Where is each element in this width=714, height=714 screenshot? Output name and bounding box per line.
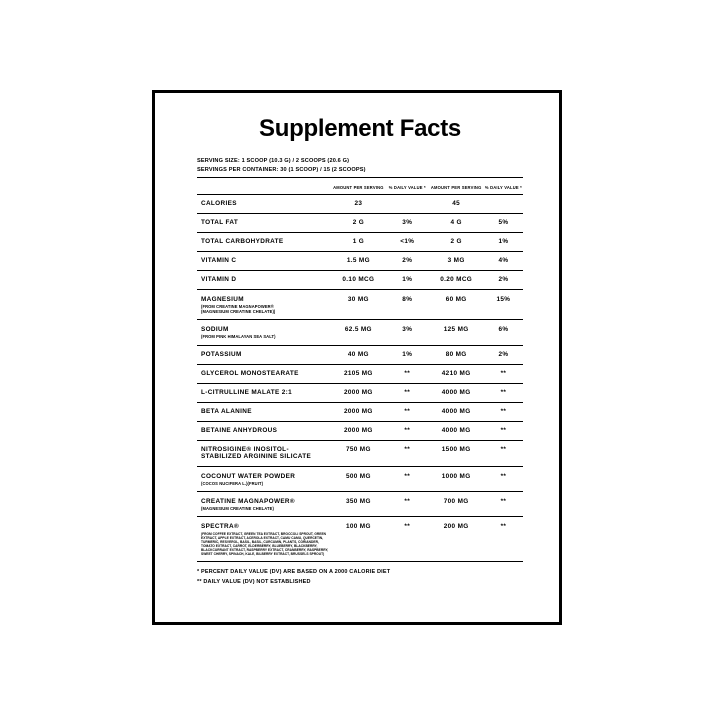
serving-size: SERVING SIZE: 1 SCOOP (10.3 G) / 2 SCOOPS (20.6 G)	[197, 158, 350, 164]
amount-per-serving-2: 700 MG	[428, 492, 483, 517]
daily-value-1: **	[386, 383, 428, 402]
daily-value-1: **	[386, 517, 428, 562]
table-row	[197, 421, 523, 440]
daily-value-2: **	[484, 517, 523, 562]
table-body	[197, 194, 523, 561]
nutrient-label: CALORIES	[201, 200, 237, 208]
amount-per-serving-1: 500 MG	[331, 466, 386, 491]
supplement-facts-table	[197, 177, 523, 562]
nutrient-label: NITROSIGINE® INOSITOL- STABILIZED ARGININE SILICATE	[201, 446, 312, 461]
nutrient-label: MAGNESIUM	[201, 295, 244, 303]
nutrient-name	[197, 466, 331, 491]
daily-value-1: 3%	[386, 320, 428, 345]
amount-per-serving-1: 40 MG	[331, 345, 386, 364]
table-row	[197, 383, 523, 402]
table-row	[197, 232, 523, 251]
table-row	[197, 517, 523, 562]
nutrient-label: BETA ALANINE	[201, 408, 252, 416]
nutrient-label: GLYCEROL MONOSTEARATE	[201, 370, 299, 378]
nutrient-name	[197, 402, 331, 421]
nutrient-name	[197, 320, 331, 345]
daily-value-2: **	[484, 466, 523, 491]
daily-value-2: **	[484, 383, 523, 402]
amount-per-serving-1: 100 MG	[331, 517, 386, 562]
daily-value-2: **	[484, 492, 523, 517]
amount-per-serving-1: 2000 MG	[331, 383, 386, 402]
amount-per-serving-1: 2000 MG	[331, 402, 386, 421]
daily-value-2: **	[484, 364, 523, 383]
daily-value-2: 15%	[484, 289, 523, 320]
amount-per-serving-2: 0.20 MCG	[428, 270, 483, 289]
nutrient-label: COCONUT WATER POWDER	[201, 472, 296, 480]
amount-per-serving-2: 45	[428, 194, 483, 213]
table-row	[197, 194, 523, 213]
amount-per-serving-2: 60 MG	[428, 289, 483, 320]
nutrient-name	[197, 345, 331, 364]
daily-value-1: 3%	[386, 213, 428, 232]
daily-value-2: 5%	[484, 213, 523, 232]
amount-per-serving-2: 1000 MG	[428, 466, 483, 491]
daily-value-2: 6%	[484, 320, 523, 345]
daily-value-1: <1%	[386, 232, 428, 251]
servings-per-container: SERVINGS PER CONTAINER: 30 (1 SCOOP) / 15 (2 SCOOPS)	[197, 166, 366, 173]
table-row	[197, 466, 523, 491]
nutrient-label: TOTAL CARBOHYDRATE	[201, 238, 284, 246]
amount-per-serving-2: 4000 MG	[428, 402, 483, 421]
daily-value-2: 2%	[484, 345, 523, 364]
table-row	[197, 345, 523, 364]
table-row	[197, 440, 523, 466]
amount-per-serving-1: 62.5 MG	[331, 320, 386, 345]
nutrient-name	[197, 194, 331, 213]
nutrient-name	[197, 251, 331, 270]
daily-value-2: 1%	[484, 232, 523, 251]
table-row	[197, 289, 523, 320]
amount-per-serving-2: 1500 MG	[428, 440, 483, 466]
daily-value-2: **	[484, 421, 523, 440]
amount-per-serving-2: 4 G	[428, 213, 483, 232]
table-row	[197, 270, 523, 289]
nutrient-name	[197, 440, 331, 466]
nutrient-ingredient-list: (FROM COFFEE EXTRACT, GREEN TEA EXTRACT, BROCCOLI SPROUT, GREEN EXTRACT, APPLE EXTRACT, ACEROLA EXTRACT, CAMU CAMU, QUERCETIN, TURMERIC, RESVEROL, BASIL, BASIL, CURCUMIN, PLANTS, CORIANDER, TOMATO EXTRACT, CARROT, ELDERBERRY, BLUEBERRY, BLACKBERRY, BLACKCURRANT EXTRACT, RASPBERRY EXTRACT, CRANBERRY, RASPBERRY, SWEET CHERRY, SPINACH, KALE, BILBERRY EXTRACT, BRUSSELS SPROUT)	[201, 531, 329, 557]
daily-value-1	[386, 194, 428, 213]
daily-value-1: **	[386, 466, 428, 491]
supplement-facts-inner	[197, 115, 523, 587]
table-row	[197, 402, 523, 421]
column-header-amount-2: AMOUNT PER SERVING	[428, 178, 483, 195]
column-header-amount-1: AMOUNT PER SERVING	[331, 178, 386, 195]
serving-info	[197, 157, 523, 177]
nutrient-label: VITAMIN C	[201, 257, 237, 265]
footnote-1: * PERCENT DAILY VALUE (DV) ARE BASED ON A 2000 CALORIE DIET	[197, 569, 391, 576]
amount-per-serving-1: 1.5 MG	[331, 251, 386, 270]
amount-per-serving-2: 200 MG	[428, 517, 483, 562]
page-title: Supplement Facts	[259, 115, 461, 142]
supplement-facts-panel	[152, 90, 562, 625]
nutrient-label: POTASSIUM	[201, 351, 242, 359]
amount-per-serving-1: 2105 MG	[331, 364, 386, 383]
footnotes	[197, 568, 523, 587]
daily-value-1: **	[386, 492, 428, 517]
column-header-daily-2: % DAILY VALUE *	[484, 178, 523, 195]
nutrient-label: L-CITRULLINE MALATE 2:1	[201, 389, 293, 397]
daily-value-1: 8%	[386, 289, 428, 320]
nutrient-name	[197, 492, 331, 517]
table-header	[197, 178, 523, 195]
amount-per-serving-2: 125 MG	[428, 320, 483, 345]
amount-per-serving-1: 23	[331, 194, 386, 213]
nutrient-label: BETAINE ANHYDROUS	[201, 427, 278, 435]
amount-per-serving-1: 0.10 MCG	[331, 270, 386, 289]
table-row	[197, 364, 523, 383]
column-header-daily-1: % DAILY VALUE *	[386, 178, 428, 195]
table-row	[197, 251, 523, 270]
nutrient-name	[197, 364, 331, 383]
column-header-name	[197, 178, 331, 195]
nutrient-source: (FROM CREATINE MAGNAPOWER® (MAGNESIUM CREATINE CHELATE))	[201, 303, 276, 315]
table-row	[197, 213, 523, 232]
daily-value-1: **	[386, 440, 428, 466]
nutrient-name	[197, 232, 331, 251]
amount-per-serving-2: 80 MG	[428, 345, 483, 364]
amount-per-serving-1: 30 MG	[331, 289, 386, 320]
nutrient-source: (MAGNESIUM CREATINE CHELATE)	[201, 506, 274, 512]
nutrient-name	[197, 421, 331, 440]
daily-value-1: 1%	[386, 345, 428, 364]
amount-per-serving-2: 3 MG	[428, 251, 483, 270]
daily-value-1: **	[386, 421, 428, 440]
amount-per-serving-1: 750 MG	[331, 440, 386, 466]
amount-per-serving-1: 1 G	[331, 232, 386, 251]
daily-value-2: **	[484, 402, 523, 421]
table-row	[197, 320, 523, 345]
amount-per-serving-1: 2 G	[331, 213, 386, 232]
amount-per-serving-1: 350 MG	[331, 492, 386, 517]
daily-value-2: 2%	[484, 270, 523, 289]
daily-value-1: **	[386, 364, 428, 383]
nutrient-name	[197, 383, 331, 402]
daily-value-1: **	[386, 402, 428, 421]
nutrient-name	[197, 289, 331, 320]
amount-per-serving-2: 4000 MG	[428, 421, 483, 440]
nutrient-name	[197, 517, 331, 562]
daily-value-1: 2%	[386, 251, 428, 270]
nutrient-label: VITAMIN D	[201, 276, 237, 284]
nutrient-label: CREATINE MAGNAPOWER®	[201, 498, 295, 506]
amount-per-serving-1: 2000 MG	[331, 421, 386, 440]
daily-value-2: **	[484, 440, 523, 466]
amount-per-serving-2: 4210 MG	[428, 364, 483, 383]
footnote-2: ** DAILY VALUE (DV) NOT ESTABLISHED	[197, 578, 311, 585]
amount-per-serving-2: 4000 MG	[428, 383, 483, 402]
nutrient-label: TOTAL FAT	[201, 219, 239, 227]
nutrient-source: (COCOS NUCIFERA L.)(FRUIT)	[201, 480, 264, 486]
nutrient-label: SODIUM	[201, 326, 229, 334]
nutrient-source: (FROM PINK HIMALAYAN SEA SALT)	[201, 334, 276, 340]
nutrient-name	[197, 213, 331, 232]
table-row	[197, 492, 523, 517]
daily-value-1: 1%	[386, 270, 428, 289]
nutrient-label: SPECTRA®	[201, 523, 240, 531]
amount-per-serving-2: 2 G	[428, 232, 483, 251]
daily-value-2	[484, 194, 523, 213]
daily-value-2: 4%	[484, 251, 523, 270]
nutrient-name	[197, 270, 331, 289]
